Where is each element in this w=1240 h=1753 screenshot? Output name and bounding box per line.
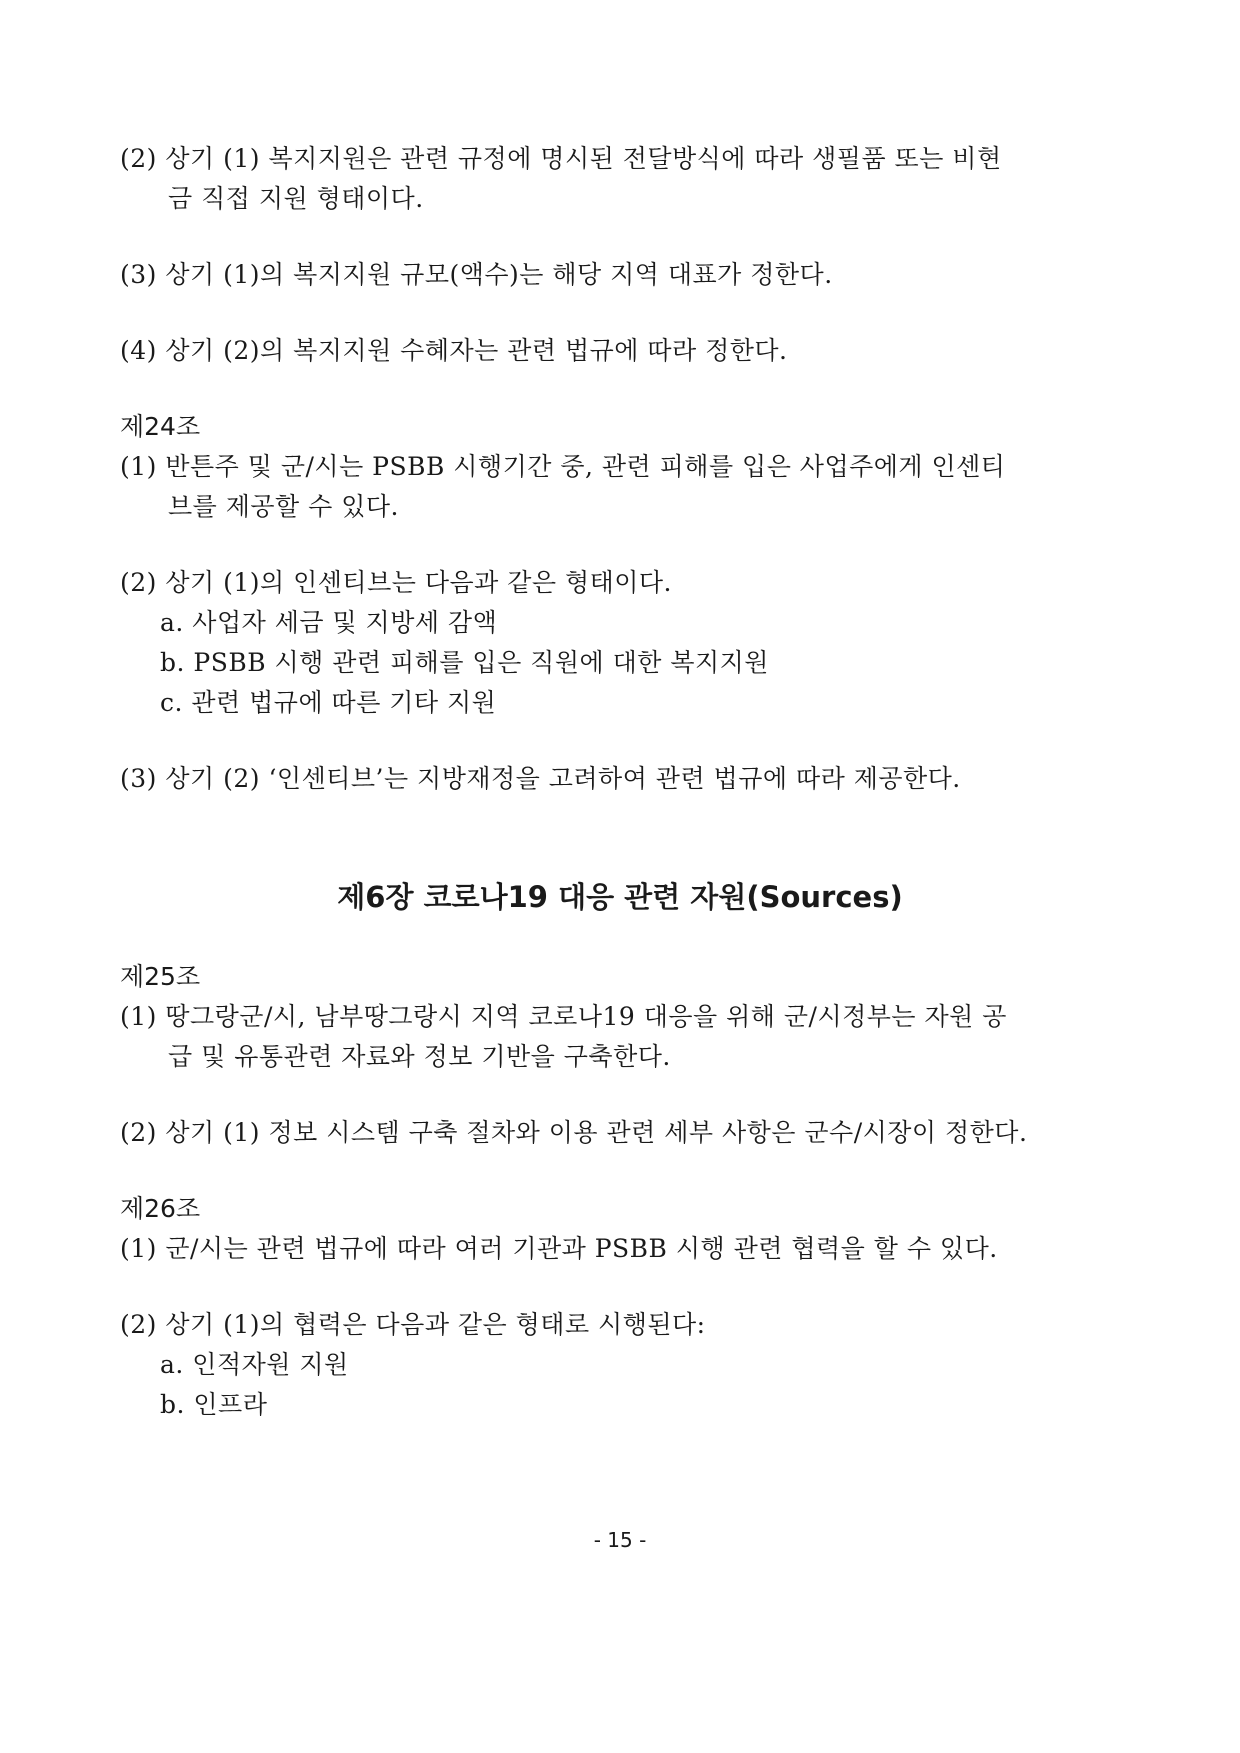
art26-para2: (2) 상기 (1)의 협력은 다음과 같은 형태로 시행된다: (120, 1310, 706, 1339)
art26-item-b: b. 인프라 (160, 1390, 268, 1419)
page-number: - 15 - (593, 1528, 647, 1552)
art25-para1-line1: (1) 땅그랑군/시, 남부땅그랑시 지역 코로나19 대응을 위해 군/시정부는 자원 공 (120, 1002, 1007, 1031)
art26-item-a: a. 인적자원 지원 (160, 1350, 349, 1379)
art23-para3: (3) 상기 (1)의 복지지원 규모(액수)는 해당 지역 대표가 정한다. (120, 260, 833, 289)
art24-para2: (2) 상기 (1)의 인센티브는 다음과 같은 형태이다. (120, 568, 673, 597)
art24-para1-line2: 브를 제공할 수 있다. (168, 492, 399, 521)
art24-item-a: a. 사업자 세금 및 지방세 감액 (160, 608, 498, 637)
article-26-heading: 제26조 (120, 1194, 201, 1223)
art24-para1-line1: (1) 반튼주 및 군/시는 PSBB 시행기간 중, 관련 피해를 입은 사업주에게 인센티 (120, 452, 1006, 481)
art24-item-c: c. 관련 법규에 따른 기타 지원 (160, 688, 497, 717)
art23-para4: (4) 상기 (2)의 복지지원 수혜자는 관련 법규에 따라 정한다. (120, 336, 788, 365)
art25-para1-line2: 급 및 유통관련 자료와 정보 기반을 구축한다. (168, 1042, 671, 1071)
art24-item-b: b. PSBB 시행 관련 피해를 입은 직원에 대한 복지지원 (160, 648, 769, 677)
article-25-heading: 제25조 (120, 962, 201, 991)
art25-para2: (2) 상기 (1) 정보 시스템 구축 절차와 이용 관련 세부 사항은 군수/시장이 정한다. (120, 1118, 1028, 1147)
art23-para2-line1: (2) 상기 (1) 복지지원은 관련 규정에 명시된 전달방식에 따라 생필품 또는 비현 (120, 144, 1002, 173)
art24-para3: (3) 상기 (2) ‘인센티브’는 지방재정을 고려하여 관련 법규에 따라 제공한다. (120, 764, 961, 793)
chapter-6-title: 제6장 코로나19 대응 관련 자원(Sources) (337, 880, 903, 914)
art26-para1: (1) 군/시는 관련 법규에 따라 여러 기관과 PSBB 시행 관련 협력을 할 수 있다. (120, 1234, 998, 1263)
article-24-heading: 제24조 (120, 412, 201, 441)
art23-para2-line2: 금 직접 지원 형태이다. (168, 184, 424, 213)
